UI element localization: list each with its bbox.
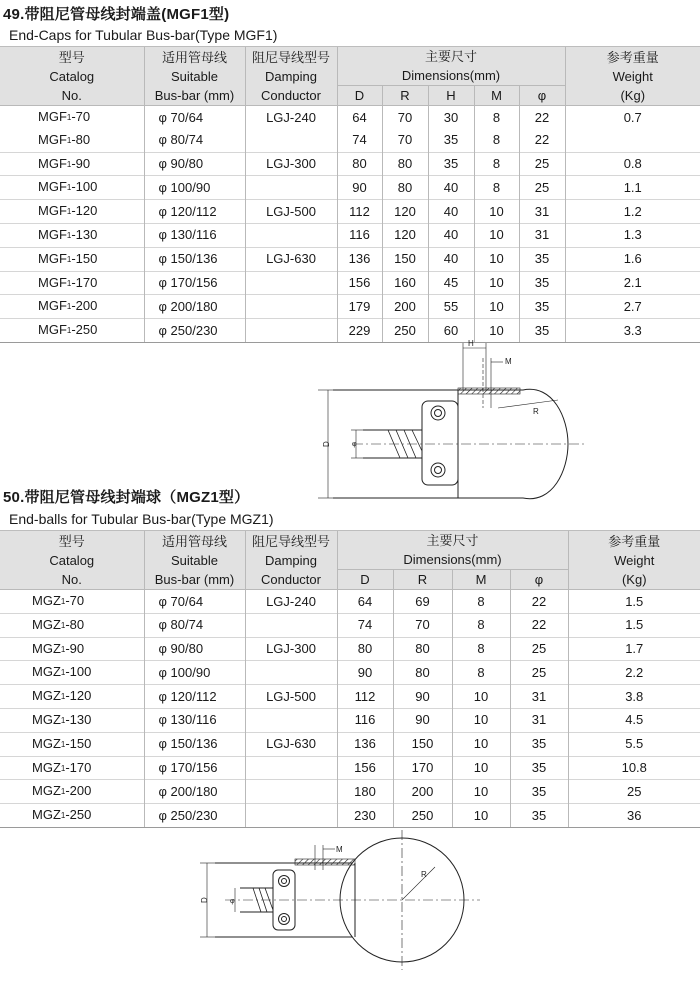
table-row: [0, 590, 700, 614]
header-dimensions-en: Dimensions(mm): [401, 68, 501, 83]
cell-busbar: φ 80/74: [144, 613, 245, 637]
cell-m: 8: [474, 176, 519, 200]
cell-model: MGF1-130: [0, 223, 144, 247]
cell-model: MGZ1-150: [0, 732, 144, 756]
section-50-title-cn: 50.带阻尼管母线封端球（MGZ1型）: [3, 489, 250, 506]
table-row: [0, 152, 700, 176]
table-row: [0, 200, 700, 224]
mgf-table-body: [0, 106, 700, 343]
cell-m: 10: [452, 780, 510, 804]
model-number: -90: [71, 155, 91, 171]
cell-weight: 0.8: [565, 152, 700, 176]
cell-d: 112: [337, 200, 382, 224]
cell-model: MGF1-120: [0, 200, 144, 224]
cell-conductor: LGJ-300: [245, 637, 337, 661]
cell-h: 30: [428, 106, 474, 129]
header-catalog-cn: 型号: [58, 533, 85, 549]
cell-phi: 25: [510, 661, 568, 685]
header-weight-unit: (Kg): [620, 87, 646, 103]
cell-model: MGF1-170: [0, 271, 144, 295]
cell-busbar: φ 80/74: [144, 129, 245, 152]
cell-model: MGF1-250: [0, 319, 144, 343]
cell-d: 90: [337, 176, 382, 200]
cell-busbar: φ 70/64: [144, 590, 245, 614]
cell-model: MGZ1-120: [0, 685, 144, 709]
hatch-section: [295, 859, 355, 865]
cell-conductor: [245, 780, 337, 804]
header-conductor-en2: Conductor: [261, 571, 321, 587]
cell-model: MGZ1-130: [0, 708, 144, 732]
cell-weight: 1.7: [568, 637, 700, 661]
cell-m: 8: [474, 129, 519, 152]
cell-d: 74: [337, 613, 393, 637]
model-number: -170: [65, 759, 92, 775]
cell-phi: 35: [510, 780, 568, 804]
cell-d: 136: [337, 732, 393, 756]
cell-h: 60: [428, 319, 474, 343]
model-prefix: MGZ: [32, 759, 61, 775]
model-number: -150: [65, 735, 92, 751]
model-prefix: MGZ: [32, 711, 61, 727]
header-weight-cn: 参考重量: [606, 49, 659, 65]
cell-model: MGZ1-70: [32, 593, 85, 608]
cell-h: 40: [428, 200, 474, 224]
model-number: -130: [65, 711, 92, 727]
model-prefix: MGF: [38, 298, 67, 314]
table-row: [0, 685, 700, 709]
cell-h: 45: [428, 271, 474, 295]
cell-d: 116: [337, 708, 393, 732]
cell-phi: 25: [510, 637, 568, 661]
mgz-table-header: [0, 531, 700, 590]
cell-model: MGF1-100: [0, 176, 144, 200]
label-m: M: [505, 357, 512, 366]
cell-phi: 35: [510, 756, 568, 780]
cell-conductor: [245, 661, 337, 685]
cell-phi: 35: [519, 247, 565, 271]
cell-busbar: φ 170/156: [144, 271, 245, 295]
cell-r: 70: [382, 106, 428, 129]
cell-m: 10: [474, 319, 519, 343]
cell-d: 156: [337, 271, 382, 295]
header-catalog-cn: 型号: [58, 49, 85, 65]
table-row: [0, 756, 700, 780]
cell-busbar: φ 120/112: [144, 685, 245, 709]
model-prefix: MGF: [38, 226, 67, 242]
cell-d: 112: [337, 685, 393, 709]
cell-weight: 1.1: [565, 176, 700, 200]
cell-conductor: LGJ-300: [245, 152, 337, 176]
label-r: R: [533, 407, 539, 416]
cell-conductor: LGJ-630: [245, 247, 337, 271]
cell-m: 10: [474, 271, 519, 295]
cell-conductor: [245, 708, 337, 732]
table-row: [0, 613, 700, 637]
cell-m: 10: [452, 685, 510, 709]
model-prefix: MGZ: [32, 688, 61, 704]
cell-phi: 35: [519, 271, 565, 295]
cell-h: 35: [428, 129, 474, 152]
cell-r: 160: [382, 271, 428, 295]
mgz-table-body: [0, 590, 700, 828]
header-dimensions-cn: 主要尺寸: [426, 533, 479, 548]
table-row: [0, 732, 700, 756]
cell-r: 80: [393, 661, 452, 685]
cell-m: 8: [452, 590, 510, 614]
model-prefix: MGZ: [32, 616, 61, 632]
label-m: M: [336, 845, 343, 854]
cell-h: 40: [428, 176, 474, 200]
cell-weight: 4.5: [568, 708, 700, 732]
cell-d: 156: [337, 756, 393, 780]
cell-d: 74: [337, 129, 382, 152]
cell-weight: 36: [568, 804, 700, 828]
cell-d: 136: [337, 247, 382, 271]
cell-weight: 25: [568, 780, 700, 804]
cell-phi: 22: [519, 106, 565, 129]
cell-busbar: φ 200/180: [144, 780, 245, 804]
header-catalog: [0, 531, 144, 590]
cell-r: 200: [382, 295, 428, 319]
model-number: -200: [71, 298, 98, 314]
cell-busbar: φ 130/116: [144, 223, 245, 247]
section-50-title-en: End-balls for Tubular Bus-bar(Type MGZ1): [9, 511, 274, 527]
header-col-m: M: [474, 86, 519, 106]
cell-busbar: φ 150/136: [144, 732, 245, 756]
model-prefix: MGF: [38, 274, 67, 290]
cell-m: 8: [474, 106, 519, 129]
header-conductor-en: Damping: [264, 68, 318, 84]
cell-conductor: [245, 804, 337, 828]
table-row: [0, 804, 700, 828]
model-prefix: MGF: [38, 250, 67, 266]
model-prefix: MGZ: [32, 807, 61, 823]
table-row: [0, 106, 700, 129]
cell-phi: 22: [510, 613, 568, 637]
label-r: R: [421, 870, 427, 879]
header-dimensions: [337, 47, 565, 86]
cell-m: 10: [452, 756, 510, 780]
end-ball-diagram: [195, 825, 485, 975]
cell-model: MGZ1-250: [0, 804, 144, 828]
model-number: -100: [65, 664, 92, 680]
table-row: [0, 223, 700, 247]
label-h: H: [468, 339, 474, 348]
cell-busbar: φ 90/80: [144, 152, 245, 176]
cell-weight: 1.5: [568, 590, 700, 614]
model-number: -100: [71, 179, 98, 195]
model-number: -250: [71, 322, 98, 338]
header-busbar-cn: 适用管母线: [161, 533, 227, 549]
header-conductor: [245, 531, 337, 590]
cell-r: 70: [382, 129, 428, 152]
cell-r: 150: [382, 247, 428, 271]
cell-m: 10: [474, 223, 519, 247]
cell-weight: 1.2: [565, 200, 700, 224]
model-number: -170: [71, 274, 98, 290]
header-busbar-en: Suitable: [171, 552, 218, 568]
cell-m: 10: [452, 732, 510, 756]
cell-weight: [565, 129, 700, 152]
cell-d: 64: [337, 106, 382, 129]
cell-d: 116: [337, 223, 382, 247]
header-weight-en: Weight: [612, 68, 653, 84]
table-row: [0, 661, 700, 685]
table-row: [0, 247, 700, 271]
cell-weight: 2.2: [568, 661, 700, 685]
end-cap-diagram: [318, 338, 593, 513]
cell-h: 40: [428, 223, 474, 247]
cell-r: 250: [393, 804, 452, 828]
cell-phi: 25: [519, 152, 565, 176]
model-prefix: MGZ: [32, 783, 61, 799]
cell-weight: 3.8: [568, 685, 700, 709]
cell-conductor: LGJ-240: [245, 590, 337, 614]
cell-busbar: φ 70/64: [144, 106, 245, 129]
model-number: -130: [71, 226, 98, 242]
model-number: -80: [71, 131, 91, 147]
model-prefix: MGF: [38, 179, 67, 195]
cell-weight: 1.6: [565, 247, 700, 271]
cell-r: 170: [393, 756, 452, 780]
header-dimensions: [337, 531, 568, 570]
label-phi: φ: [352, 441, 357, 448]
header-weight: [565, 47, 700, 106]
cell-model: MGZ1-80: [0, 613, 144, 637]
cell-busbar: φ 130/116: [144, 708, 245, 732]
header-catalog-no: No.: [61, 571, 82, 587]
cell-conductor: [245, 129, 337, 152]
cell-phi: 35: [519, 319, 565, 343]
mgf-table-header: [0, 47, 700, 106]
cell-weight: 2.1: [565, 271, 700, 295]
header-dimensions-en: Dimensions(mm): [403, 552, 502, 567]
cell-busbar: φ 100/90: [144, 176, 245, 200]
model-prefix: MGZ: [32, 640, 61, 656]
header-col-phi: φ: [519, 86, 565, 106]
cell-model: MGF1-200: [0, 295, 144, 319]
model-prefix: MGF: [38, 203, 67, 219]
cell-r: 90: [393, 708, 452, 732]
model-number: -70: [71, 109, 91, 124]
cell-model: MGF1-150: [0, 247, 144, 271]
cell-phi: 31: [519, 223, 565, 247]
header-catalog-en: Catalog: [49, 552, 95, 568]
header-conductor-cn: 阻尼导线型号: [251, 533, 330, 549]
cell-d: 179: [337, 295, 382, 319]
header-catalog-en: Catalog: [49, 68, 95, 84]
cell-d: 229: [337, 319, 382, 343]
cell-busbar: φ 100/90: [144, 661, 245, 685]
cell-m: 10: [452, 804, 510, 828]
cell-h: 40: [428, 247, 474, 271]
cell-conductor: LGJ-240: [245, 106, 337, 129]
cell-r: 80: [382, 176, 428, 200]
model-number: -250: [65, 807, 92, 823]
cell-busbar: φ 250/230: [144, 804, 245, 828]
table-row: [0, 780, 700, 804]
header-conductor-en2: Conductor: [261, 87, 321, 103]
header-busbar-unit: Bus-bar (mm): [154, 87, 235, 103]
cell-phi: 22: [519, 129, 565, 152]
header-dimensions-cn: 主要尺寸: [424, 49, 477, 64]
hatch-section: [458, 388, 520, 394]
cell-phi: 31: [519, 200, 565, 224]
header-weight-unit: (Kg): [621, 571, 647, 587]
model-number: -120: [65, 688, 92, 704]
model-number: -70: [65, 593, 85, 608]
header-weight-cn: 参考重量: [608, 533, 661, 549]
cell-busbar: φ 90/80: [144, 637, 245, 661]
cell-m: 8: [452, 661, 510, 685]
header-conductor-cn: 阻尼导线型号: [251, 49, 330, 65]
header-col-m: M: [452, 570, 510, 590]
cell-model: MGZ1-170: [0, 756, 144, 780]
model-number: -120: [71, 203, 98, 219]
cell-d: 180: [337, 780, 393, 804]
model-number: -200: [65, 783, 92, 799]
cell-busbar: φ 150/136: [144, 247, 245, 271]
mgz-spec-table: [0, 530, 700, 828]
header-busbar: [144, 47, 245, 106]
cell-phi: 35: [510, 804, 568, 828]
table-row: [0, 129, 700, 152]
label-d: D: [200, 897, 209, 903]
cell-conductor: [245, 613, 337, 637]
cell-phi: 35: [519, 295, 565, 319]
model-prefix: MGZ: [32, 664, 61, 680]
cell-model: MGF1-80: [38, 131, 91, 147]
header-conductor-en: Damping: [264, 552, 318, 568]
cell-conductor: [245, 271, 337, 295]
cell-model: MGF1-90: [0, 152, 144, 176]
header-busbar-unit: Bus-bar (mm): [154, 571, 235, 587]
cell-busbar: φ 170/156: [144, 756, 245, 780]
model-prefix: MGZ: [32, 735, 61, 751]
cell-r: 200: [393, 780, 452, 804]
section-49-title-cn: 49.带阻尼管母线封端盖(MGF1型): [3, 6, 230, 23]
header-busbar: [144, 531, 245, 590]
end-cap-outline: [318, 343, 586, 499]
cell-busbar: φ 200/180: [144, 295, 245, 319]
table-row: [0, 637, 700, 661]
cell-r: 120: [382, 200, 428, 224]
cell-weight: 1.3: [565, 223, 700, 247]
cell-h: 35: [428, 152, 474, 176]
cell-r: 80: [382, 152, 428, 176]
cell-weight: 3.3: [565, 319, 700, 343]
cell-m: 8: [452, 637, 510, 661]
cell-conductor: [245, 223, 337, 247]
cell-d: 64: [337, 590, 393, 614]
cell-model: MGZ1-200: [0, 780, 144, 804]
header-conductor: [245, 47, 337, 106]
cell-r: 120: [382, 223, 428, 247]
cell-m: 10: [474, 295, 519, 319]
model-prefix: MGF: [38, 155, 67, 171]
cell-busbar: φ 250/230: [144, 319, 245, 343]
cell-r: 250: [382, 319, 428, 343]
cell-conductor: [245, 756, 337, 780]
header-col-r: R: [393, 570, 452, 590]
cell-weight: 10.8: [568, 756, 700, 780]
table-row: [0, 295, 700, 319]
cell-busbar: φ 120/112: [144, 200, 245, 224]
cell-weight: 1.5: [568, 613, 700, 637]
header-busbar-en: Suitable: [171, 68, 218, 84]
cell-phi: 35: [510, 732, 568, 756]
table-row: [0, 176, 700, 200]
cell-weight: 0.7: [565, 106, 700, 129]
cell-m: 8: [474, 152, 519, 176]
model-prefix: MGF: [38, 109, 67, 124]
label-d: D: [322, 441, 331, 447]
model-prefix: MGF: [38, 131, 67, 147]
header-weight-en: Weight: [614, 552, 655, 568]
table-row: [0, 271, 700, 295]
cell-m: 8: [452, 613, 510, 637]
header-catalog-no: No.: [61, 87, 82, 103]
cell-d: 80: [337, 637, 393, 661]
cell-m: 10: [474, 200, 519, 224]
cell-conductor: [245, 295, 337, 319]
section-49-title-en: End-Caps for Tubular Bus-bar(Type MGF1): [9, 27, 278, 43]
cell-phi: 31: [510, 708, 568, 732]
cell-conductor: LGJ-630: [245, 732, 337, 756]
cell-d: 230: [337, 804, 393, 828]
header-col-d: D: [337, 570, 393, 590]
cell-d: 80: [337, 152, 382, 176]
cell-r: 70: [393, 613, 452, 637]
header-weight: [568, 531, 700, 590]
cell-m: 10: [452, 708, 510, 732]
cell-conductor: LGJ-500: [245, 200, 337, 224]
model-prefix: MGZ: [32, 593, 61, 608]
model-prefix: MGF: [38, 322, 67, 338]
header-col-d: D: [337, 86, 382, 106]
cell-model: MGF1-70: [38, 109, 91, 124]
cell-phi: 22: [510, 590, 568, 614]
cell-phi: 25: [519, 176, 565, 200]
cell-model: MGZ1-100: [0, 661, 144, 685]
cell-conductor: [245, 176, 337, 200]
cell-weight: 2.7: [565, 295, 700, 319]
cell-model: MGZ1-90: [0, 637, 144, 661]
header-col-h: H: [428, 86, 474, 106]
header-col-r: R: [382, 86, 428, 106]
label-phi: φ: [230, 898, 235, 905]
model-number: -80: [65, 616, 85, 632]
header-busbar-cn: 适用管母线: [161, 49, 227, 65]
header-catalog: [0, 47, 144, 106]
cell-d: 90: [337, 661, 393, 685]
model-number: -150: [71, 250, 98, 266]
cell-r: 69: [393, 590, 452, 614]
cell-phi: 31: [510, 685, 568, 709]
cell-m: 10: [474, 247, 519, 271]
table-row: [0, 708, 700, 732]
cell-conductor: LGJ-500: [245, 685, 337, 709]
cell-r: 150: [393, 732, 452, 756]
cell-weight: 5.5: [568, 732, 700, 756]
cell-r: 80: [393, 637, 452, 661]
cell-h: 55: [428, 295, 474, 319]
model-number: -90: [65, 640, 85, 656]
cell-r: 90: [393, 685, 452, 709]
mgf-spec-table: [0, 46, 700, 343]
header-col-phi: φ: [510, 570, 568, 590]
